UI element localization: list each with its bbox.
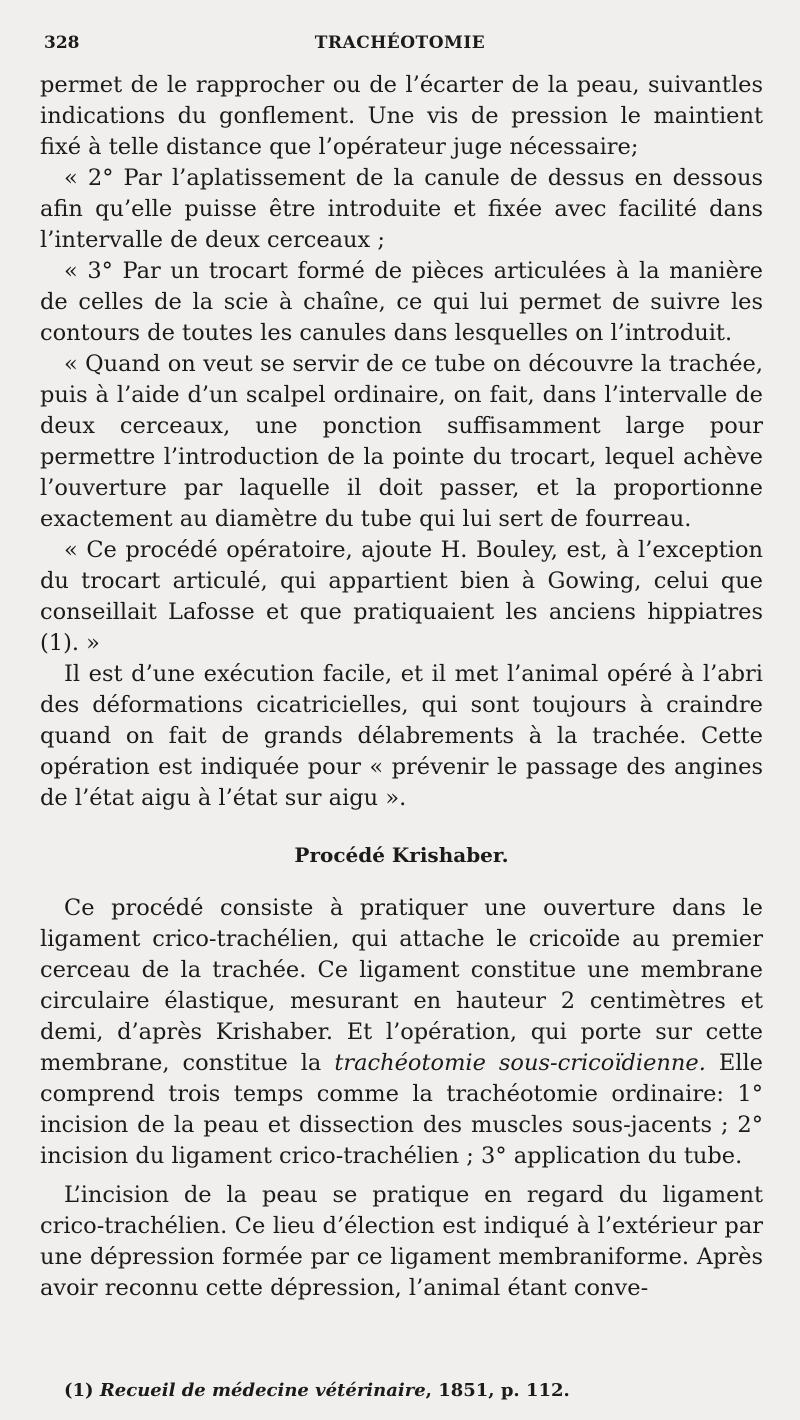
- page-body: [40, 70, 763, 1304]
- paragraph-krishaber: [40, 893, 763, 1172]
- page-header: [44, 33, 756, 59]
- footnote-marker: (1): [64, 1380, 94, 1401]
- section-heading: Procédé Krishaber.: [294, 843, 509, 867]
- footnote-details: , 1851, p. 112.: [425, 1380, 570, 1401]
- paragraph-procedure-description: « Quand on veut se servir de ce tube on découvre la trachée, puis à l’aide d’un scalpel ordinaire, on fait, dans l’intervalle de deux cerceaux, une ponction suffisamment large pour permettre l’introduction de la pointe du trocart, lequel achève l’ouverture par laquelle il doit passer, et la proportionne exactement au diamètre du tube qui lui sert de fourreau.: [40, 351, 763, 532]
- running-title: TRACHÉOTOMIE: [314, 33, 486, 53]
- paragraph-incision: L’incision de la peau se pratique en regard du ligament crico-trachélien. Ce lieu d’élection est indiqué à l’extérieur par une dépression formée par ce ligament membraniforme. Après avoir reconnu cette dépression, l’animal étant conve-: [40, 1182, 763, 1301]
- paragraph-point-three: « 3° Par un trocart formé de pièces articulées à la manière de celles de la scie à chaîne, ce qui lui permet de suivre les contours de toutes les canules dans lesquelles on l’introduit.: [40, 258, 763, 346]
- paragraph-krishaber-text-start: Ce procédé consiste à pratiquer une ouverture dans le ligament crico-trachélien, qui attache le cricoïde au premier cerceau de la trachée. Ce ligament constitue une membrane circulaire élastique, mesurant en hauteur 2 centimètres et demi, d’après Krishaber. Et l’opération, qui porte sur cette membrane, constitue la: [40, 895, 763, 1076]
- page-number: 328: [44, 33, 80, 53]
- paragraph-krishaber-text-end: Elle comprend trois temps comme la trachéotomie ordinaire: 1° incision de la peau et dissection des muscles sous-jacents ; 2° incision du ligament crico-trachélien ; 3° application du tube.: [40, 1050, 763, 1169]
- footnote-source: Recueil de médecine vétérinaire: [99, 1380, 426, 1401]
- paragraph-execution: Il est d’une exécution facile, et il met l’animal opéré à l’abri des déformations cicatricielles, qui sont toujours à craindre quand on fait de grands délabrements à la trachée. Cette opération est indiquée pour « prévenir le passage des angines de l’état aigu à l’état sur aigu ».: [40, 661, 763, 811]
- paragraph-continuation: permet de le rapprocher ou de l’écarter de la peau, suivantles indications du gonflement. Une vis de pression le maintient fixé à telle distance que l’opérateur juge nécessaire;: [40, 72, 763, 160]
- footnote: [64, 1380, 764, 1401]
- paragraph-bouley-quote: « Ce procédé opératoire, ajoute H. Bouley, est, à l’exception du trocart articulé, qui appartient bien à Gowing, celui que conseillait Lafosse et que pratiquaient les anciens hippiatres (1). »: [40, 537, 763, 656]
- italic-term: trachéotomie sous-cricoïdienne.: [334, 1050, 706, 1076]
- paragraph-point-two: « 2° Par l’aplatissement de la canule de dessus en dessous afin qu’elle puisse être introduite et fixée avec facilité dans l’intervalle de deux cerceaux ;: [40, 165, 763, 253]
